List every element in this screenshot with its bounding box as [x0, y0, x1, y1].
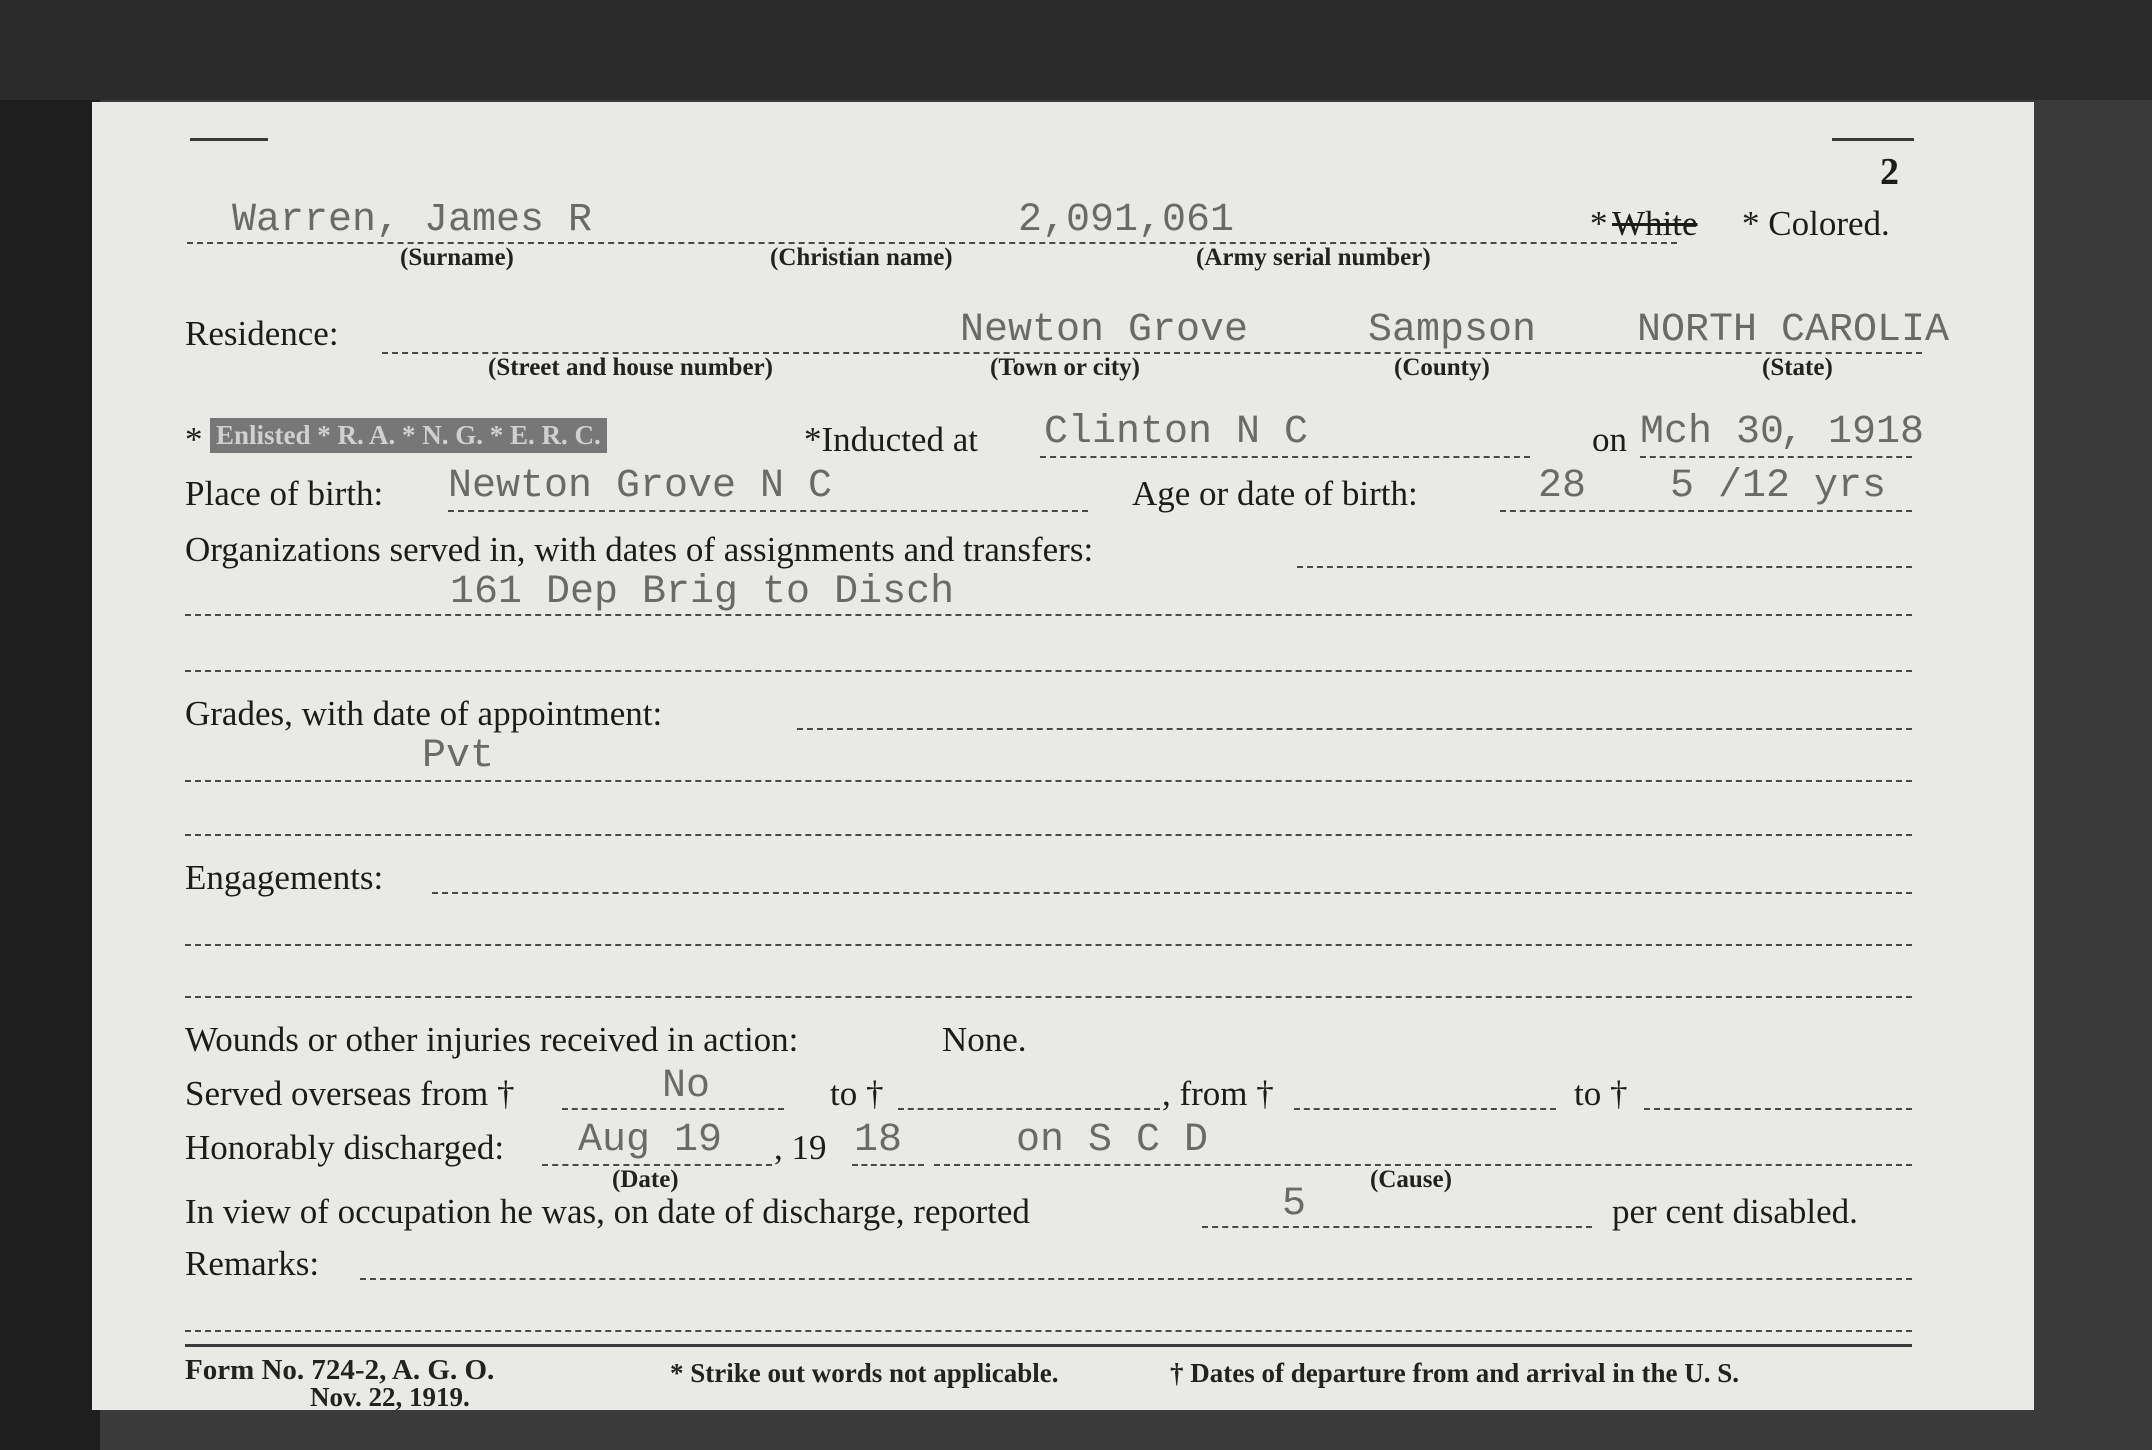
- overseas-to-label: to †: [830, 1074, 884, 1113]
- residence-town: Newton Grove: [960, 308, 1249, 353]
- residence-county: Sampson: [1368, 308, 1537, 353]
- service-record-card: [92, 102, 2034, 1410]
- disability-suffix: per cent disabled.: [1612, 1192, 1858, 1231]
- overseas-value: No: [662, 1064, 711, 1109]
- discharge-date: Aug 19: [578, 1118, 723, 1163]
- age-fraction: 5 /12 yrs: [1670, 464, 1887, 509]
- overseas-from-label: Served overseas from †: [185, 1074, 515, 1113]
- race-colored: * Colored.: [1742, 204, 1890, 243]
- overseas-to-label-2: to †: [1574, 1074, 1628, 1113]
- organizations-line-1: [1297, 566, 1912, 568]
- place-of-birth-line: [448, 510, 1088, 512]
- footer-rule: [185, 1344, 1912, 1347]
- discharge-year-line: [852, 1164, 924, 1166]
- place-of-birth-value: Newton Grove N C: [448, 464, 833, 509]
- name-value: Warren, James R: [232, 198, 593, 243]
- inducted-label: *Inducted at: [804, 420, 978, 459]
- scan-dark-border-top: [0, 0, 2152, 100]
- form-date: Nov. 22, 1919.: [310, 1382, 470, 1412]
- footnote-strike-out: * Strike out words not applicable.: [670, 1358, 1059, 1388]
- caption-street: (Street and house number): [488, 354, 773, 381]
- overseas-to-line: [898, 1108, 1160, 1110]
- serial-number-value: 2,091,061: [1018, 198, 1235, 243]
- caption-state: (State): [1762, 354, 1833, 381]
- caption-cause: (Cause): [1370, 1166, 1452, 1193]
- grades-line-2: [185, 780, 1912, 782]
- discharged-label: Honorably discharged:: [185, 1128, 505, 1167]
- remarks-label: Remarks:: [185, 1244, 320, 1283]
- engagements-line-2: [185, 944, 1912, 946]
- discharge-year: 18: [854, 1118, 903, 1163]
- inducted-place-line: [1040, 456, 1530, 458]
- race-star: *: [1590, 204, 1608, 243]
- disability-label: In view of occupation he was, on date of discharge, reported: [185, 1192, 1030, 1231]
- top-right-rule: [1832, 138, 1914, 141]
- engagements-line-1: [432, 892, 1912, 894]
- discharge-cause: on S C D: [1016, 1118, 1209, 1163]
- caption-date: (Date): [612, 1166, 679, 1193]
- grades-value: Pvt: [422, 734, 495, 779]
- wounds-value: None.: [942, 1020, 1027, 1059]
- engagements-label: Engagements:: [185, 858, 384, 897]
- form-number: Form No. 724-2, A. G. O.: [185, 1354, 495, 1386]
- grades-line-3: [185, 834, 1912, 836]
- overseas-from-line-2: [1294, 1108, 1556, 1110]
- residence-label: Residence:: [185, 314, 339, 353]
- on-label: on: [1592, 420, 1627, 459]
- age-years: 28: [1538, 464, 1587, 509]
- engagements-line-3: [185, 996, 1912, 998]
- residence-state: NORTH CAROLIA: [1637, 308, 1950, 353]
- overseas-to-line-2: [1644, 1108, 1912, 1110]
- enlisted-options-struck: Enlisted * R. A. * N. G. * E. R. C.: [210, 418, 607, 453]
- organizations-line-2: [185, 614, 1912, 616]
- caption-surname: (Surname): [400, 244, 514, 271]
- inducted-date: Mch 30: [1640, 410, 1785, 455]
- caption-serial-number: (Army serial number): [1196, 244, 1431, 271]
- disability-value: 5: [1282, 1182, 1307, 1227]
- remarks-line-2: [185, 1330, 1912, 1332]
- discharge-year-prefix: , 19: [774, 1128, 827, 1167]
- page-number: 2: [1880, 151, 1899, 193]
- caption-county: (County): [1394, 354, 1490, 381]
- disability-line: [1202, 1226, 1592, 1228]
- wounds-label: Wounds or other injuries received in action:: [185, 1020, 799, 1059]
- organizations-value: 161 Dep Brig to Disch: [450, 570, 955, 615]
- organizations-label: Organizations served in, with dates of assignments and transfers:: [185, 530, 1094, 569]
- caption-christian-name: (Christian name): [770, 244, 953, 271]
- place-of-birth-label: Place of birth:: [185, 474, 384, 513]
- footnote-dates: † Dates of departure from and arrival in the U. S.: [1170, 1358, 1739, 1388]
- age-label: Age or date of birth:: [1132, 474, 1418, 513]
- organizations-line-3: [185, 670, 1912, 672]
- top-left-rule: [190, 138, 268, 141]
- overseas-from-label-2: , from †: [1162, 1074, 1274, 1113]
- inducted-date-line: [1640, 456, 1912, 458]
- grades-label: Grades, with date of appointment:: [185, 694, 663, 733]
- race-white: White: [1612, 204, 1698, 243]
- inducted-year: , 1918: [1780, 410, 1925, 455]
- age-line: [1500, 510, 1912, 512]
- caption-town: (Town or city): [990, 354, 1140, 381]
- enlisted-star: *: [185, 420, 203, 459]
- inducted-place: Clinton N C: [1044, 410, 1309, 455]
- remarks-line-1: [360, 1278, 1912, 1280]
- scan-dark-border-left: [0, 0, 100, 1450]
- grades-line-1: [797, 728, 1912, 730]
